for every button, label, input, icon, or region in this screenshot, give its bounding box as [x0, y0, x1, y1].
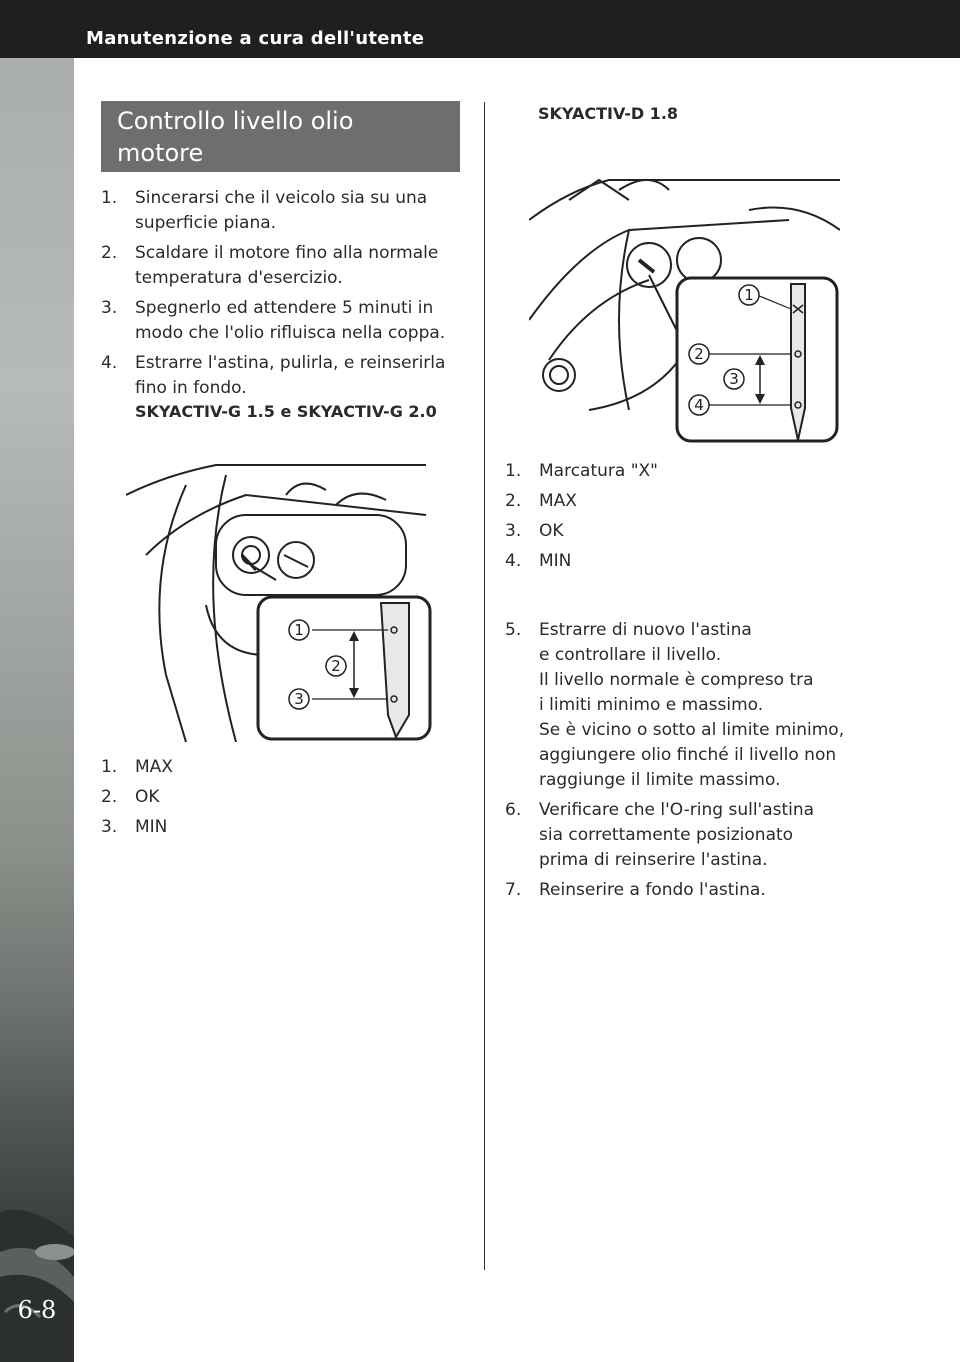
legend-text: MAX [135, 757, 173, 777]
step-text: Reinserire a fondo l'astina. [539, 880, 766, 900]
figure-d-heading: SKYACTIV-D 1.8 [538, 104, 679, 123]
step-text: Spegnerlo ed attendere 5 minuti in modo che l'olio rifluisca nella coppa. [135, 298, 446, 343]
legend-text: OK [135, 787, 160, 807]
step-item [505, 878, 885, 903]
right-steps [505, 618, 885, 908]
callout-3: 3 [294, 690, 304, 708]
callout-2: 2 [694, 345, 704, 363]
legend-number: 2. [101, 787, 118, 807]
legend-number: 3. [505, 521, 522, 541]
step-item [101, 186, 471, 236]
step-text: Estrarre l'astina, pulirla, e reinserirla fino in fondo. [135, 353, 446, 398]
sidebar-strip [0, 58, 74, 1362]
step-item [101, 296, 471, 346]
figure-d-illustration [529, 160, 840, 444]
step-number: 5. [505, 620, 522, 640]
step-text: Verificare che l'O-ring sull'astina sia correttamente posizionato prima di reinserire l'astina. [539, 800, 815, 870]
legend-text: OK [539, 521, 564, 541]
callout-2: 2 [331, 657, 341, 675]
step-item [505, 798, 885, 873]
step-text: Sincerarsi che il veicolo sia su una superficie piana. [135, 188, 428, 233]
step-number: 7. [505, 880, 522, 900]
legend-number: 4. [505, 551, 522, 571]
callout-1: 1 [294, 621, 304, 639]
header-title: Manutenzione a cura dell'utente [86, 28, 425, 49]
legend-text: MIN [135, 817, 168, 837]
step-number: 6. [505, 800, 522, 820]
legend-number: 1. [101, 757, 118, 777]
step-item [505, 618, 885, 793]
step-number: 2. [101, 243, 118, 263]
callout-3: 3 [729, 370, 739, 388]
callout-4: 4 [694, 396, 704, 414]
legend-item [101, 812, 401, 842]
legend-item [101, 782, 401, 812]
figure-g-heading: SKYACTIV-G 1.5 e SKYACTIV-G 2.0 [135, 402, 437, 421]
legend-text: Marcatura "X" [539, 461, 658, 481]
figure-g-illustration [126, 455, 436, 742]
legend-item [505, 486, 835, 516]
step-number: 4. [101, 353, 118, 373]
legend-number: 1. [505, 461, 522, 481]
legend-text: MIN [539, 551, 572, 571]
legend-number: 2. [505, 491, 522, 511]
legend-item [505, 546, 835, 576]
figure-g-legend [101, 752, 401, 842]
legend-item [505, 456, 835, 486]
figure-d-legend [505, 456, 835, 576]
step-text: Estrarre di nuovo l'astina e controllare il livello. Il livello normale è compreso tra i limiti minimo e massimo. Se è vicino o sotto al limite minimo, aggiungere olio finché il livello non raggiunge il limite massimo. [539, 620, 845, 790]
page-number: 6-8 [17, 1296, 57, 1324]
step-item [101, 351, 471, 423]
legend-item [505, 516, 835, 546]
legend-text: MAX [539, 491, 577, 511]
section-heading [101, 101, 460, 172]
left-steps [101, 186, 471, 428]
step-number: 1. [101, 188, 118, 208]
column-divider [484, 102, 485, 1270]
callout-1: 1 [744, 286, 754, 304]
legend-number: 3. [101, 817, 118, 837]
section-title-line2: motore [117, 139, 204, 167]
step-item [101, 241, 471, 291]
step-number: 3. [101, 298, 118, 318]
legend-item [101, 752, 401, 782]
step-text: Scaldare il motore fino alla normale temperatura d'esercizio. [135, 243, 439, 288]
section-title-line1: Controllo livello olio [117, 107, 354, 135]
header-bar [0, 0, 960, 58]
